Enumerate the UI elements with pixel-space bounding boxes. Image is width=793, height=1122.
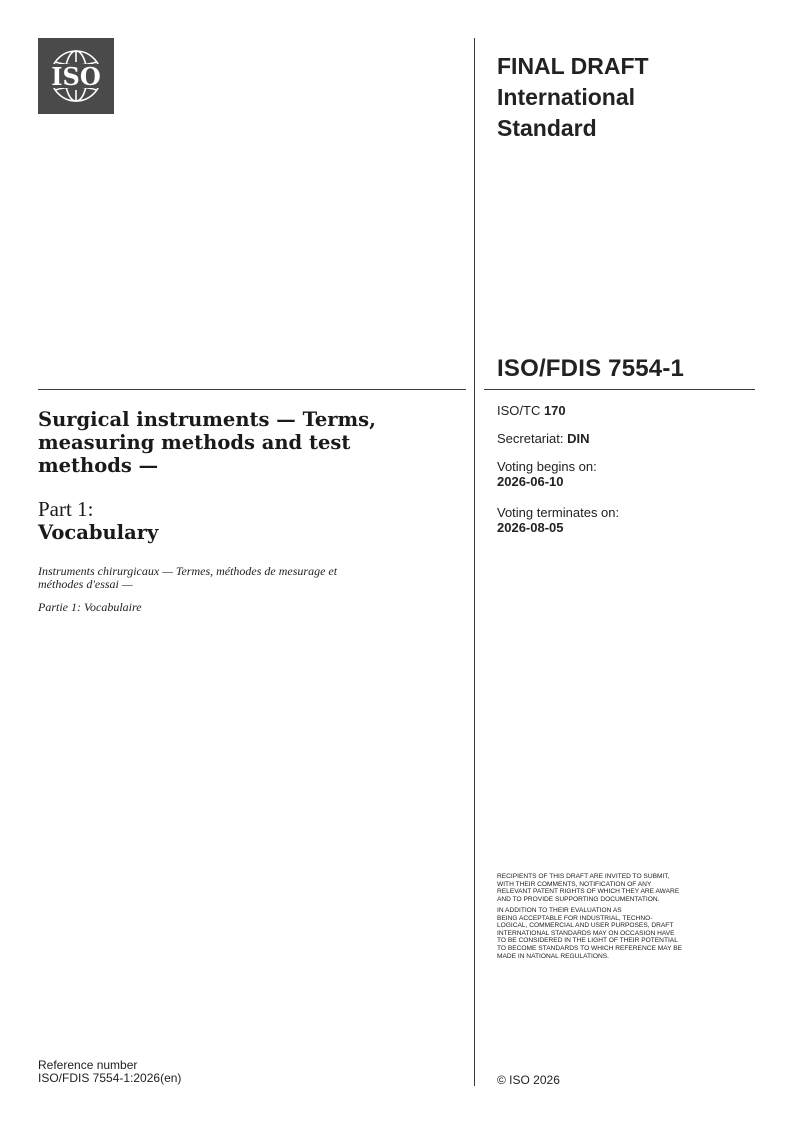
status-standard: Standard xyxy=(497,115,597,141)
secretariat xyxy=(497,431,589,446)
tc-number: 170 xyxy=(543,403,566,418)
notice-line: LOGICAL, COMMERCIAL AND USER PURPOSES, DRAFT xyxy=(497,922,674,930)
notice-line: RELEVANT PATENT RIGHTS OF WHICH THEY ARE AWARE xyxy=(497,888,680,896)
notice-line: IN ADDITION TO THEIR EVALUATION AS xyxy=(497,907,622,914)
voting-terminates-label: Voting terminates on: xyxy=(497,505,620,520)
notice-line: MADE IN NATIONAL REGULATIONS. xyxy=(497,952,609,960)
tc-prefix: ISO/TC xyxy=(497,403,544,418)
iso-globe-icon xyxy=(38,38,114,114)
notice-line: RECIPIENTS OF THIS DRAFT ARE INVITED TO SUBMIT, xyxy=(497,873,670,880)
secretariat-value: DIN xyxy=(567,431,590,446)
part-title: Vocabulary xyxy=(38,521,159,544)
reference-number xyxy=(38,1059,181,1085)
notice-line: TO BE CONSIDERED IN THE LIGHT OF THEIR POTENTIAL xyxy=(497,937,678,945)
iso-logo-text: ISO xyxy=(51,62,101,91)
french-title xyxy=(38,565,458,591)
voting-begins xyxy=(497,459,597,489)
title-line-3: methods — xyxy=(38,454,159,477)
french-title-line-2: méthodes d'essai — xyxy=(38,577,133,591)
right-horizontal-rule xyxy=(484,389,755,390)
left-horizontal-rule xyxy=(38,389,466,390)
french-title-line-1: Instruments chirurgicaux — Termes, méthodes de mesurage et xyxy=(38,564,338,578)
voting-begins-label: Voting begins on: xyxy=(497,459,597,474)
iso-logo xyxy=(38,38,114,114)
voting-begins-date: 2026-06-10 xyxy=(497,474,564,489)
document-status xyxy=(497,51,649,144)
notice-line: BEING ACCEPTABLE FOR INDUSTRIAL, TECHNO- xyxy=(497,914,653,922)
reference-label: Reference number xyxy=(38,1058,138,1072)
notice-line: INTERNATIONAL STANDARDS MAY ON OCCASION HAVE xyxy=(497,929,675,937)
technical-committee xyxy=(497,403,566,418)
patent-notice xyxy=(497,873,757,903)
evaluation-notice xyxy=(497,907,757,960)
vertical-divider xyxy=(474,38,475,1086)
copyright: © ISO 2026 xyxy=(497,1073,560,1087)
notice-line: WITH THEIR COMMENTS, NOTIFICATION OF ANY xyxy=(497,880,652,888)
document-title xyxy=(38,408,458,477)
title-line-2: measuring methods and test xyxy=(38,431,351,454)
notice-line: TO BECOME STANDARDS TO WHICH REFERENCE MAY BE xyxy=(497,944,683,952)
french-part-title: Partie 1: Vocabulaire xyxy=(38,600,142,614)
part-number: Part 1: xyxy=(38,497,94,521)
status-final-draft: FINAL DRAFT xyxy=(497,53,649,79)
voting-terminates-date: 2026-08-05 xyxy=(497,520,564,535)
voting-terminates xyxy=(497,505,619,535)
document-number: ISO/FDIS 7554-1 xyxy=(497,355,685,382)
notice-line: AND TO PROVIDE SUPPORTING DOCUMENTATION. xyxy=(497,895,660,903)
reference-value: ISO/FDIS 7554-1:2026(en) xyxy=(38,1071,182,1085)
title-line-1: Surgical instruments — Terms, xyxy=(38,408,376,431)
secretariat-label: Secretariat: xyxy=(497,431,568,446)
status-international: International xyxy=(497,84,636,110)
